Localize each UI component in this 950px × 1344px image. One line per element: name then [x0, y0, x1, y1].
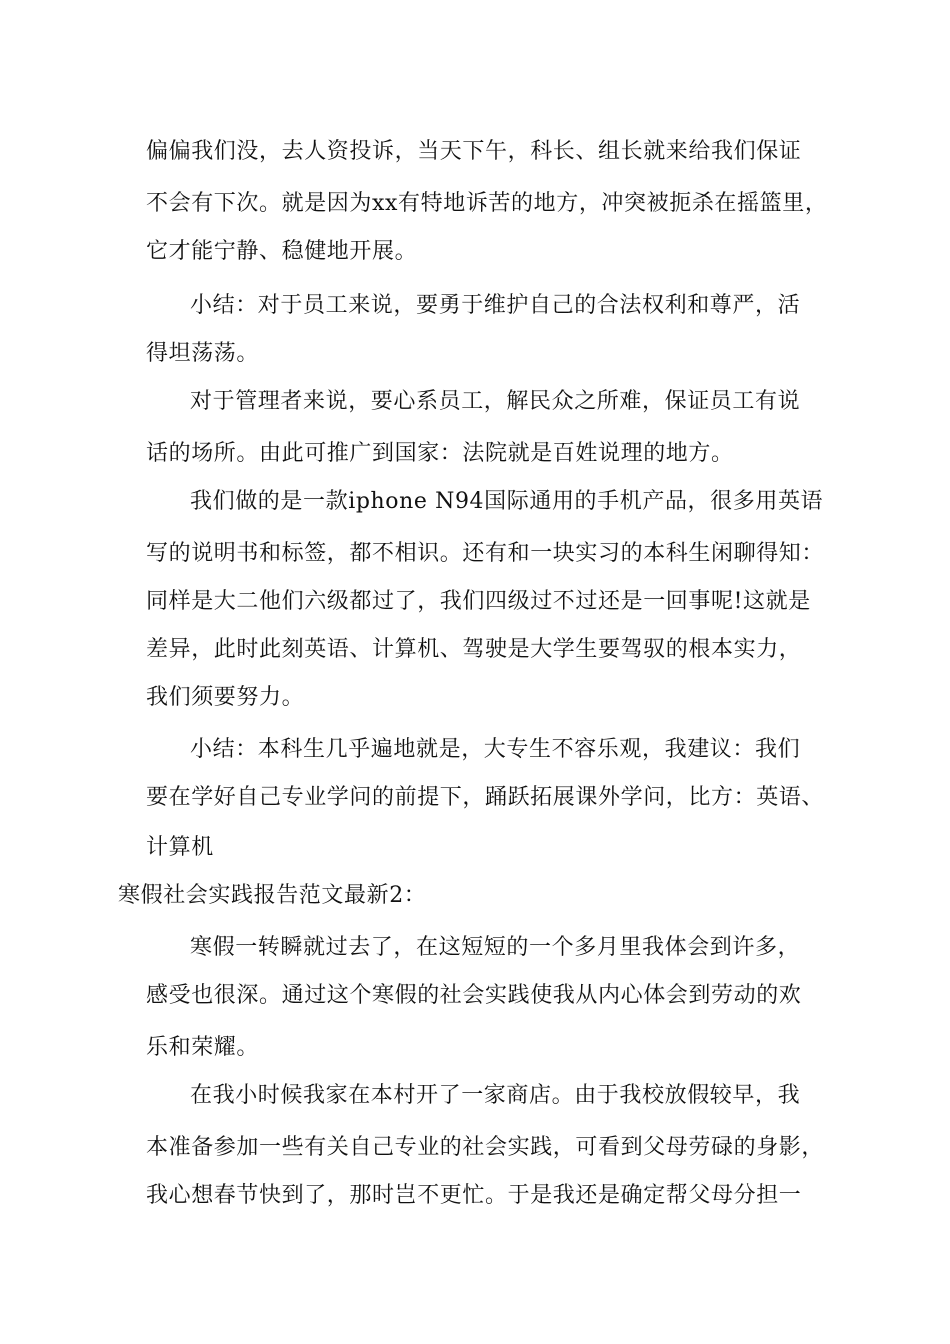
text-line: 对于管理者来说，要心系员工，解民众之所难，保证员工有说: [190, 389, 801, 414]
text-line: 差异，此时此刻英语、计算机、驾驶是大学生要驾驭的根本实力，: [146, 637, 802, 662]
text-line: 感受也很深。通过这个寒假的社会实践使我从内心体会到劳动的欢: [146, 983, 802, 1008]
text-line: 不会有下次。就是因为xx有特地诉苦的地方，冲突被扼杀在摇篮里，: [146, 191, 828, 216]
text-line: 偏偏我们没，去人资投诉，当天下午，科长、组长就来给我们保证: [146, 139, 802, 164]
text-line: 我们须要努力。: [146, 685, 305, 710]
text-line: 小结：本科生几乎遍地就是，大专生不容乐观，我建议：我们: [190, 737, 801, 762]
text-line: 计算机: [146, 835, 214, 860]
text-line: 同样是大二他们六级都过了，我们四级过不过还是一回事呢!这就是: [146, 589, 811, 614]
text-line: 在我小时候我家在本村开了一家商店。由于我校放假较早，我: [190, 1083, 801, 1108]
text-line: 得坦荡荡。: [146, 341, 260, 366]
text-line: 话的场所。由此可推广到国家：法院就是百姓说理的地方。: [146, 441, 734, 466]
text-line: 我心想春节快到了，那时岂不更忙。于是我还是确定帮父母分担一: [146, 1183, 802, 1208]
text-line: 寒假一转瞬就过去了，在这短短的一个多月里我体会到许多，: [190, 935, 801, 960]
section-heading: 寒假社会实践报告范文最新2：: [118, 883, 427, 908]
text-line: 写的说明书和标签，都不相识。还有和一块实习的本科生闲聊得知：: [146, 541, 825, 566]
text-line: 乐和荣耀。: [146, 1035, 260, 1060]
text-line: 要在学好自己专业学问的前提下，踊跃拓展课外学问，比方：英语、: [146, 785, 825, 810]
text-line: 本准备参加一些有关自己专业的社会实践，可看到父母劳碌的身影，: [146, 1135, 825, 1160]
text-line: 它才能宁静、稳健地开展。: [146, 239, 418, 264]
text-line: 我们做的是一款iphone N94国际通用的手机产品，很多用英语: [190, 489, 824, 514]
text-line: 小结：对于员工来说，要勇于维护自己的合法权利和尊严，活: [190, 293, 801, 318]
